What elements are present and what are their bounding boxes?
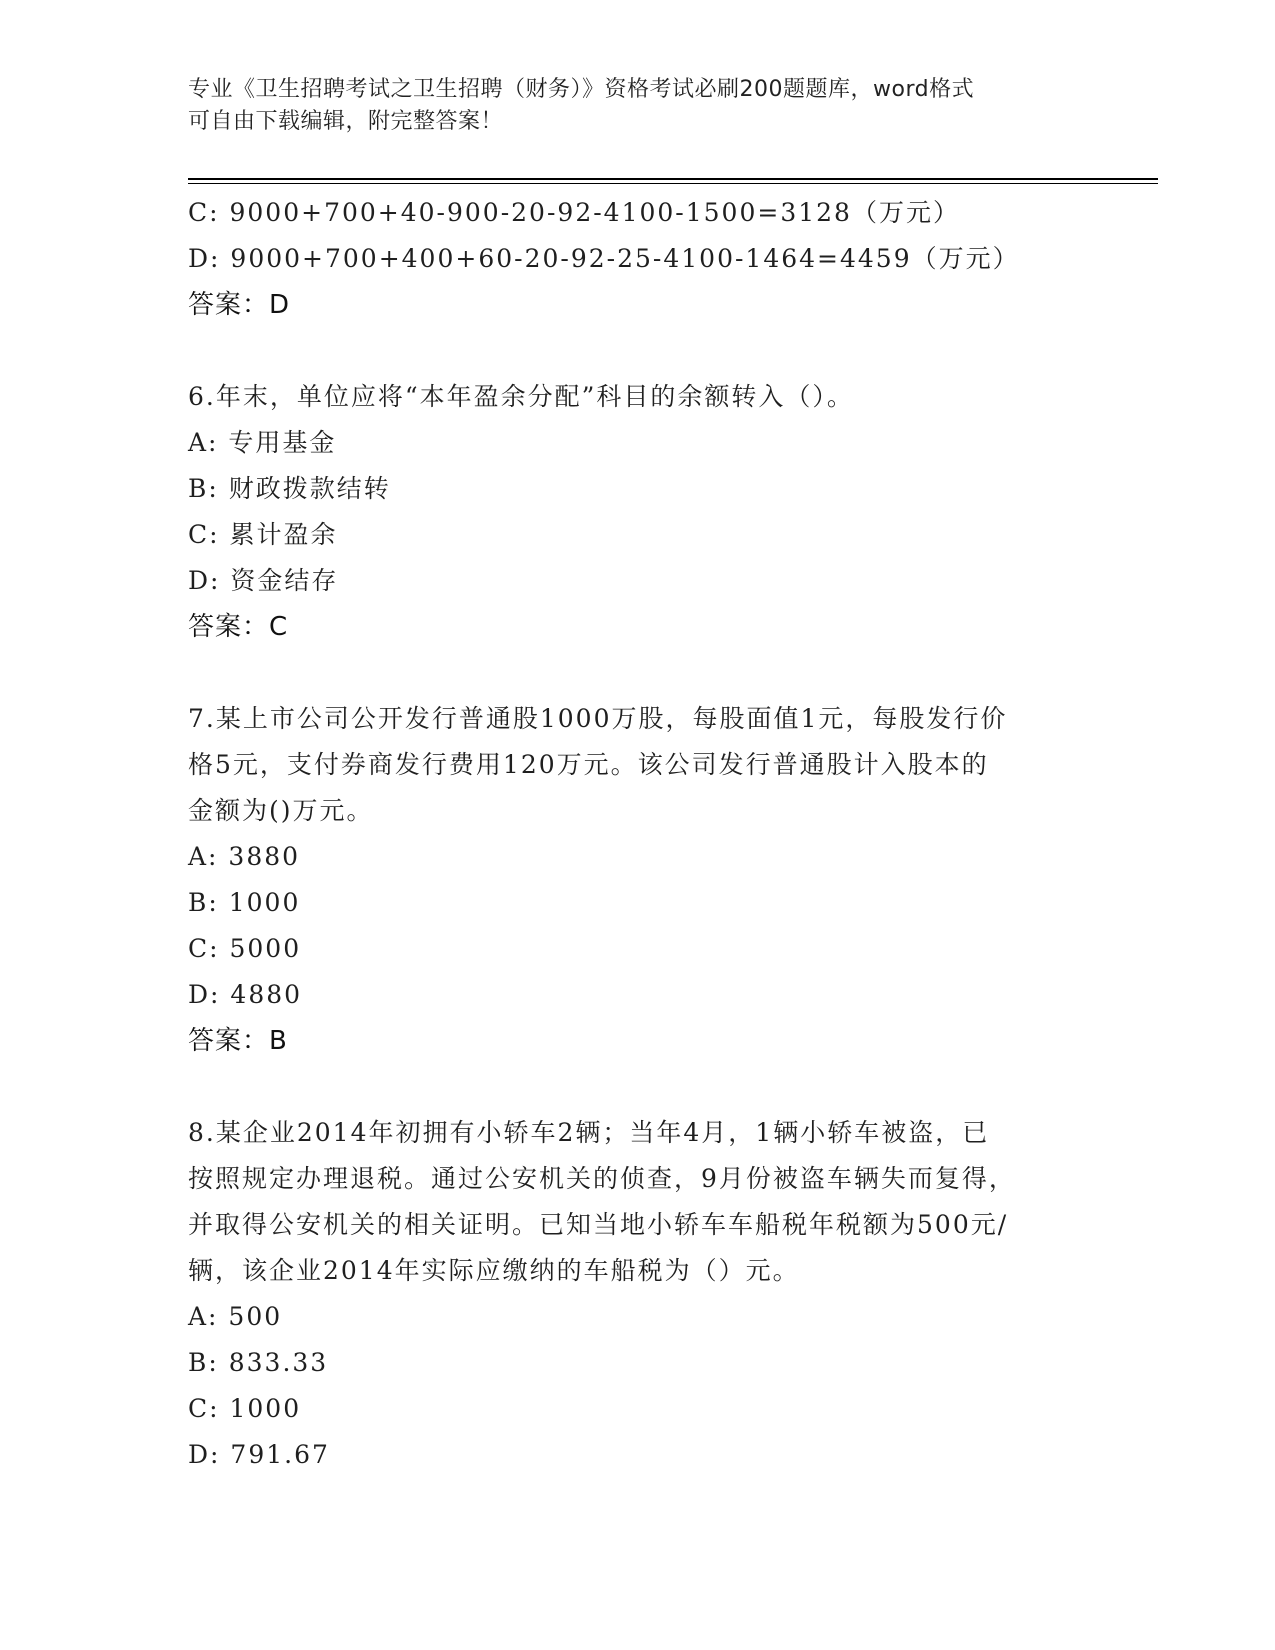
q7-option-d: D: 4880 — [188, 980, 303, 1009]
header-rule-thick — [188, 178, 1158, 180]
document-header — [188, 74, 1088, 138]
q6-option-d: D: 资金结存 — [188, 566, 339, 595]
prev-option-d: D: 9000+700+400+60-20-92-25-4100-1464=4459（万元） — [188, 244, 1020, 273]
q8-option-c: C: 1000 — [188, 1394, 302, 1423]
document-body — [188, 190, 1088, 1478]
q8-stem-line-4: 辆，该企业2014年实际应缴纳的车船税为（）元。 — [188, 1256, 800, 1285]
q8-stem-line-2: 按照规定办理退税。通过公安机关的侦查，9月份被盗车辆失而复得， — [188, 1164, 1016, 1193]
header-line-2: 可自由下载编辑，附完整答案！ — [188, 109, 504, 134]
prev-option-c: C: 9000+700+40-900-20-92-4100-1500=3128（万元） — [188, 198, 960, 227]
spacer — [188, 1064, 1088, 1110]
q6-option-a: A: 专用基金 — [188, 428, 337, 457]
q6-answer: 答案：C — [188, 612, 289, 642]
q7-option-c: C: 5000 — [188, 934, 302, 963]
q7-stem-line-3: 金额为()万元。 — [188, 796, 374, 825]
q7-stem — [188, 696, 1088, 834]
q6-stem: 6.年末，单位应将“本年盈余分配”科目的余额转入（）。 — [188, 382, 854, 411]
prev-answer: 答案：D — [188, 290, 291, 320]
spacer — [188, 650, 1088, 696]
q8-stem — [188, 1110, 1088, 1294]
q8-option-a: A: 500 — [188, 1302, 283, 1331]
q7-stem-line-1: 7.某上市公司公开发行普通股1000万股，每股面值1元，每股发行价 — [188, 704, 1008, 733]
q8-option-b: B: 833.33 — [188, 1348, 329, 1377]
q8-stem-line-1: 8.某企业2014年初拥有小轿车2辆；当年4月，1辆小轿车被盗，已 — [188, 1118, 990, 1147]
header-rule-thin — [188, 183, 1158, 184]
q6-option-c: C: 累计盈余 — [188, 520, 338, 549]
header-line-1: 专业《卫生招聘考试之卫生招聘（财务）》资格考试必刷200题题库，word格式 — [188, 77, 975, 102]
q7-answer: 答案：B — [188, 1026, 288, 1056]
q7-stem-line-2: 格5元，支付券商发行费用120万元。该公司发行普通股计入股本的 — [188, 750, 989, 779]
q6-option-b: B: 财政拨款结转 — [188, 474, 391, 503]
q8-option-d: D: 791.67 — [188, 1440, 330, 1469]
q7-option-a: A: 3880 — [188, 842, 301, 871]
q7-option-b: B: 1000 — [188, 888, 301, 917]
q8-stem-line-3: 并取得公安机关的相关证明。已知当地小轿车车船税年税额为500元/ — [188, 1210, 1009, 1239]
spacer — [188, 328, 1088, 374]
